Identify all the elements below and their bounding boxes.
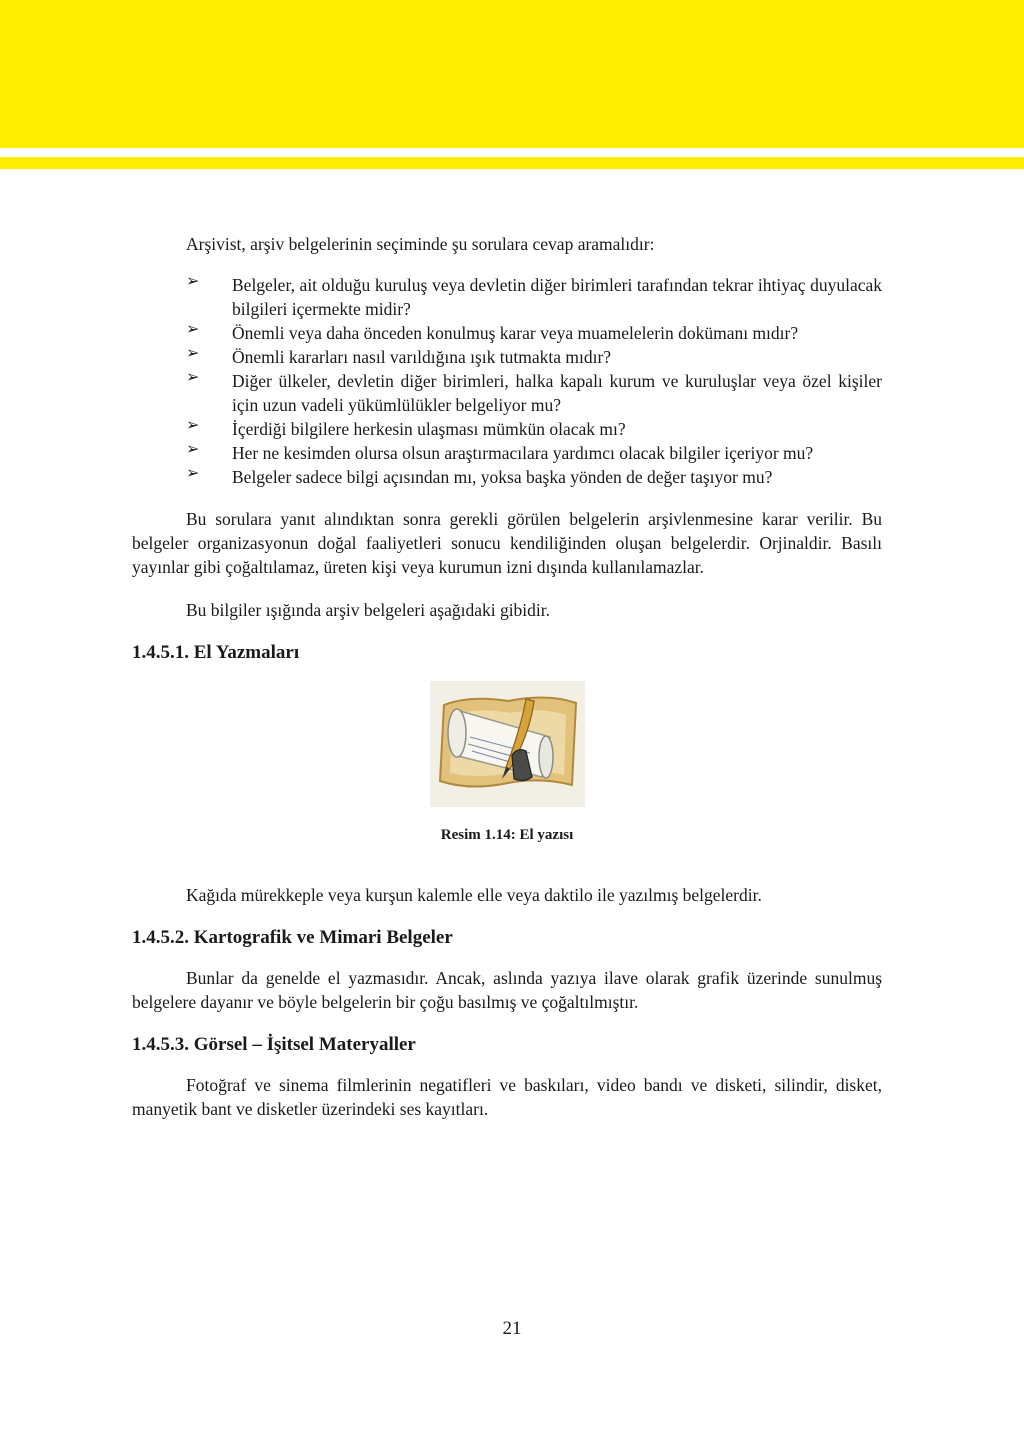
- arrowhead-bullet-icon: ➢: [186, 343, 200, 362]
- paragraph-archiving: Bu sorulara yanıt alındıktan sonra gerekli görülen belgelerin arşivlenmesine karar verilir. Bu belgeler organizasyonun doğal faaliyetleri sonucu kendiliğinden oluşan belgelerdir. Orjinaldir. Basılı yayınlar gibi çoğaltılamaz, üreten kişi veya kurumun izni dışında kullanılamazlar.: [132, 509, 882, 577]
- header-band: [0, 0, 1024, 148]
- list-item-text: Her ne kesimden olursa olsun araştırmacılara yardımcı olacak bilgiler içeriyor mu?: [232, 443, 814, 463]
- figure-caption: Resim 1.14: El yazısı: [440, 827, 574, 843]
- list-item-text: İçerdiği bilgilere herkesin ulaşması mümkün olacak mı?: [232, 419, 626, 439]
- list-item: [132, 417, 882, 441]
- list-item: [132, 273, 882, 321]
- list-item: [132, 321, 882, 345]
- paragraph-overview: Bu bilgiler ışığında arşiv belgeleri aşağıdaki gibidir.: [186, 600, 551, 620]
- arrowhead-bullet-icon: ➢: [186, 271, 200, 290]
- paragraph-audiovisual: Fotoğraf ve sinema filmlerinin negatifleri ve baskıları, video bandı ve disketi, silindir, disket, manyetik bant ve disketler üzerindeki ses kayıtları.: [132, 1075, 882, 1119]
- section-heading-audiovisual: 1.4.5.3. Görsel – İşitsel Materyaller: [132, 1034, 416, 1055]
- section-heading-manuscripts: 1.4.5.1. El Yazmaları: [132, 642, 300, 663]
- arrowhead-bullet-icon: ➢: [186, 367, 200, 386]
- list-item-text: Belgeler, ait olduğu kuruluş veya devletin diğer birimleri tarafından tekrar ihtiyaç duyulacak bilgileri içermekte midir?: [232, 275, 882, 319]
- list-item-text: Diğer ülkeler, devletin diğer birimleri, halka kapalı kurum ve kuruluşlar veya özel kişiler için uzun vadeli yükümlülükler belgeliyor mu?: [232, 371, 882, 415]
- list-item-text: Önemli veya daha önceden konulmuş karar veya muamelelerin dokümanı mıdır?: [232, 323, 799, 343]
- arrowhead-bullet-icon: ➢: [186, 439, 200, 458]
- page-number: 21: [502, 1318, 522, 1339]
- list-item: [132, 369, 882, 417]
- question-list: [132, 273, 882, 489]
- paragraph-cartographic: Bunlar da genelde el yazmasıdır. Ancak, aslında yazıya ilave olarak grafik üzerinde sunulmuş belgelere dayanır ve böyle belgelerin bir çoğu basılmış ve çoğaltılmıştır.: [132, 968, 882, 1012]
- list-item-text: Belgeler sadece bilgi açısından mı, yoksa başka yönden de değer taşıyor mu?: [232, 467, 773, 487]
- arrowhead-bullet-icon: ➢: [186, 319, 200, 338]
- intro-paragraph: Arşivist, arşiv belgelerinin seçiminde şu sorulara cevap aramalıdır:: [186, 234, 655, 254]
- scroll-quill-illustration: [430, 681, 585, 807]
- paragraph-manuscripts: Kağıda mürekkeple veya kurşun kalemle elle veya daktilo ile yazılmış belgelerdir.: [186, 885, 762, 905]
- figure-manuscript: [132, 681, 882, 847]
- list-item: [132, 441, 882, 465]
- list-item: [132, 465, 882, 489]
- list-item: [132, 345, 882, 369]
- list-item-text: Önemli kararları nasıl varıldığına ışık tutmakta mıdır?: [232, 347, 612, 367]
- arrowhead-bullet-icon: ➢: [186, 415, 200, 434]
- arrowhead-bullet-icon: ➢: [186, 463, 200, 482]
- section-heading-cartographic: 1.4.5.2. Kartografik ve Mimari Belgeler: [132, 927, 453, 948]
- header-stripe: [0, 157, 1024, 169]
- page-content: [132, 232, 882, 1121]
